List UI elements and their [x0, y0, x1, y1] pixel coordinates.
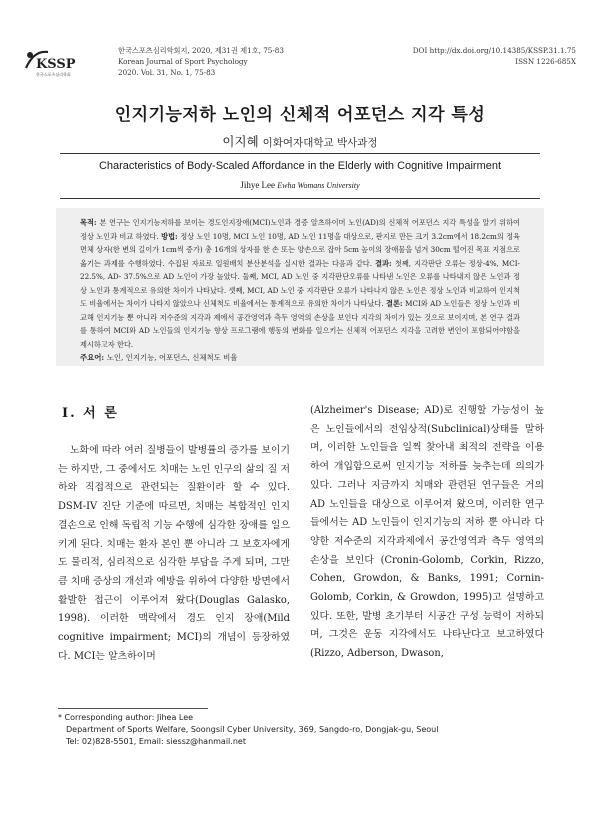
body-column-left: 노화에 따라 여러 질병들이 발병률의 증가를 보이기는 하지만, 그 중에서도 치매는 노인 인구의 삶의 질 저하와 직접적으로 관련되는 질환이라 할 수 있다. DSM-IV 진단 기준에 따르면, 치매는 복합적인 인지결손으로 인해 독립적 기능 수행에 심각한 장애를 일으키게 된다. 치매는 환자 본인 뿐 아니라 그 보호자에게도 물리적, 심리적으로 심각한 부담을 주게 되며, 그만큼 치매 증상의 개선과 예방을 위하여 다양한 방면에서 활발한 접근이 이루어져 왔다(Douglas Galasko, 1998). 이러한 맥락에서 경도 인지 장애(Mild cognitive impairment; MCI)의 개념이 등장하였다. MCI는 알츠하이머: [58, 445, 290, 662]
footnote-address: Department of Sports Welfare, Soongsil Cyber University, 369, Sangdo-ro, Dongjak-gu, Seoul: [66, 725, 439, 734]
body-column-right: (Alzheimer's Disease; AD)로 진행할 가능성이 높은 노인들에서의 전임상적(Subclinical)상태를 말하며, 이러한 노인들을 일찍 찾아내 최적의 전략을 이용하여 개입함으로써 인지기능 저하를 늦추는데 의의가 있다. 그러나 지금까지 치매와 관련된 연구들은 거의 AD 노인들을 대상으로 이루어져 왔으며, 이러한 연구들에서는 AD 노인들이 인지기능의 저하 뿐 아니라 다양한 저수준의 지각과제에서 공간영역과 측두 영역의 손상을 보인다 (Cronin-Golomb, Corkin, Rizzo, Cohen, Growdon, & Banks, 1991; Cornin-Golomb, Corkin, & Growdon, 1995)고 설명하고 있다. 또한, 발병 초기부터 시공간 구성 능력이 저하되며, 그것은 운동 지각에서도 나타난다고 보고하였다(Rizzo, Adberson, Dwason,: [310, 405, 544, 660]
abstract-results-label: 결과:: [375, 258, 395, 268]
title-divider-bottom: [60, 198, 540, 199]
abstract-method: 정상 노인 10명, MCI 노인 10명, AD 노인 11명을 대상으로, 판지로 만든 크기 3.2cm에서 18.2cm의 정육면체 상자(한 변의 길이가 1cm씩 증가) 총 16개의 상자를 한 손 또는 양손으로 잡아 5cm 높이의 장애물을 넘겨 30cm 떨어진 목표 지점으로 옮기는 과제를 수행하였다. 수집된 자료로 일원배치 분산분석을 실시한 결과는 다음과 같다.: [80, 231, 520, 268]
journal-citation-ko: 한국스포츠심리학회지, 2020, 제31권 제1호, 75-83: [118, 46, 284, 55]
footnote-divider: [58, 708, 208, 709]
section-heading-introduction: Ⅰ. 서 론: [62, 406, 119, 421]
keywords-list: 노인, 인지기능, 어포던스, 신체척도 비율: [106, 353, 238, 362]
abstract-conclusion: MCI와 AD 노인들은 정상 노인과 비교해 인지기능 뿐 아니라 저수준의 지각과 제에서 공간영역과 측두 영역의 손상을 보인다 지각의 차이가 있는 것으로 보이지며, 본 연구 결과를 통하여 MCI와 AD 노인들의 인지기능 향상 프로그램에 행동의 변화를 일으키는 신체적 어포던스 지각을 고려한 변인이 포함되어야함을 제시하고자 한다.: [80, 299, 520, 349]
journal-citation-en: 2020. Vol. 31, No. 1, 75-83: [118, 68, 216, 77]
journal-name-en: Korean Journal of Sport Psychology: [118, 57, 248, 66]
author-name-ko: 이지혜: [222, 134, 259, 149]
logo-text: KSSP: [36, 57, 76, 72]
abstract: [80, 216, 520, 351]
footnote-corresponding-author: * Corresponding author: Jihea Lee: [58, 713, 194, 722]
journal-header-left: [118, 45, 284, 78]
journal-logo: [22, 46, 76, 78]
journal-header-right: [413, 45, 576, 67]
abstract-purpose-label: 목적:: [80, 218, 100, 227]
keywords-label: 주요어:: [80, 353, 107, 362]
author-ko: [0, 132, 600, 150]
author-affiliation-en: Ewha Womans University: [277, 181, 360, 190]
paper-title-ko: 인지기능저하 노인의 신체적 어포던스 지각 특성: [114, 105, 486, 125]
abstract-results: 첫째, 지각판단 오류는 정상-4%, MCI- 22.5%, AD- 37.5%으로 AD 노인이 가장 높았다. 둘째, MCI, AD 노인 중 지각판단오류를 나타낸 노인은 오류를 나타내지 않은 노인과 정상 노인과 통계적으로 유의한 차이가 나타났다. 셋째, MCI, AD 노인 중 지각판단 오류가 나타나지 않은 노인은 정상 노인과 비교하여 인지척도 비율에서는 차이가 나타지 않았으나 신체척도 비율에서는 통계적으로 유의한 차이가 나타났다.: [80, 258, 520, 308]
keywords: [80, 352, 520, 363]
footnote-contact: Tel: 02)828-5501, Email: siessz@hanmail.net: [66, 737, 246, 746]
paper-title-en: Characteristics of Body-Scaled Affordance in the Elderly with Cognitive Impairment: [98, 160, 502, 172]
author-name-en: Jihye Lee: [240, 180, 276, 190]
issn: ISSN 1226-685X: [515, 57, 576, 66]
abstract-conclusion-label: 결론:: [386, 299, 406, 308]
doi-link[interactable]: DOI http://dx.doi.org/10.14385/KSSP.31.1.75: [412, 46, 576, 55]
title-divider-top: [60, 153, 540, 154]
abstract-method-label: 방법:: [161, 231, 181, 241]
author-affiliation-ko: 이화여자대학교 박사과정: [262, 137, 378, 149]
logo-subtext: 한국스포츠심리학회: [36, 72, 71, 77]
author-en: [0, 180, 600, 190]
abstract-purpose: 본 연구는 인지기능저하를 보이는 경도인지장애(MCI)노인과 경증 알츠하이머 노인(AD)의 신체적 어포던스 지각 특성을 알기 위하여 정상 노인과 비교 하였다.: [80, 218, 521, 241]
footnote: [58, 712, 438, 748]
